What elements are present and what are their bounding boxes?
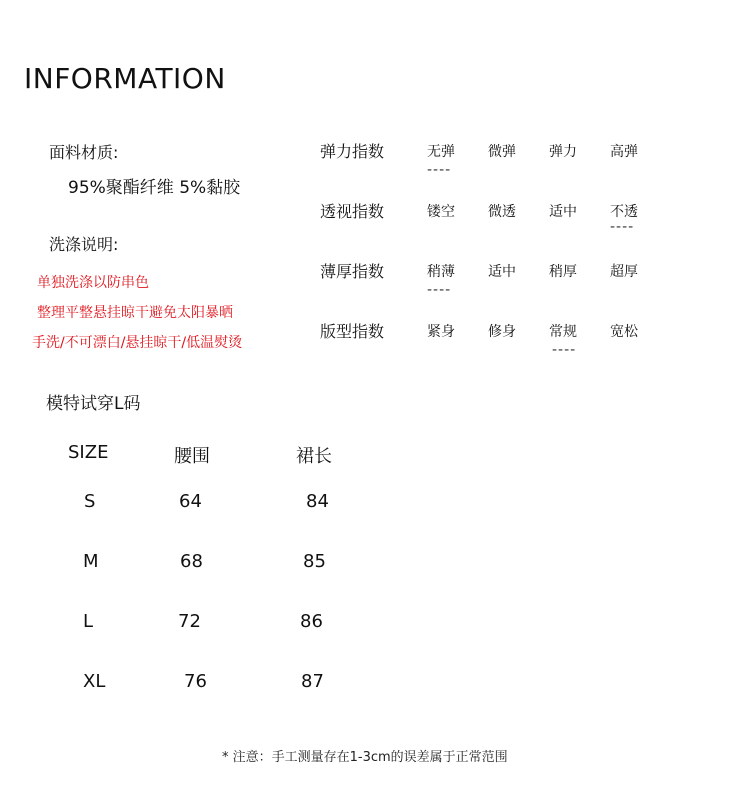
transparency-index-label: 透视指数 (320, 202, 385, 221)
waist-header: 腰围 (174, 446, 210, 467)
index-option: 不透 (610, 204, 638, 220)
index-option: 超厚 (610, 264, 638, 280)
index-option: 微透 (488, 204, 516, 220)
selection-marker: ---- (552, 342, 577, 358)
size-cell: S (84, 491, 96, 512)
length-cell: 85 (303, 551, 326, 572)
length-cell: 87 (301, 671, 324, 692)
size-header: SIZE (68, 442, 109, 463)
length-header: 裙长 (296, 446, 332, 467)
index-option: 无弹 (427, 144, 455, 160)
material-value: 95%聚酯纤维 5%黏胶 (68, 178, 241, 198)
index-option: 高弹 (610, 144, 638, 160)
waist-cell: 72 (178, 611, 201, 632)
length-cell: 84 (306, 491, 329, 512)
waist-cell: 68 (180, 551, 203, 572)
model-size-note: 模特试穿L码 (46, 394, 141, 414)
waist-cell: 76 (184, 671, 207, 692)
washing-line: 手洗/不可漂白/悬挂晾干/低温熨烫 (32, 335, 243, 351)
index-option: 适中 (549, 204, 577, 220)
index-option: 稍厚 (549, 264, 577, 280)
index-option: 宽松 (610, 324, 638, 340)
washing-label: 洗涤说明: (49, 235, 119, 254)
elasticity-index-label: 弹力指数 (320, 142, 385, 161)
selection-marker: ---- (427, 282, 452, 298)
index-option: 常规 (549, 324, 577, 340)
size-cell: M (83, 551, 99, 572)
length-cell: 86 (300, 611, 323, 632)
selection-marker: ---- (610, 219, 635, 235)
index-option: 弹力 (549, 144, 577, 160)
selection-marker: ---- (427, 162, 452, 178)
waist-cell: 64 (179, 491, 202, 512)
thickness-index-label: 薄厚指数 (320, 262, 385, 281)
index-option: 稍薄 (427, 264, 455, 280)
measurement-footnote: * 注意：手工测量存在1-3cm的误差属于正常范围 (222, 750, 508, 765)
size-cell: L (83, 611, 94, 632)
index-option: 修身 (488, 324, 516, 340)
fit-index-label: 版型指数 (320, 322, 385, 341)
page-title: INFORMATION (24, 62, 226, 95)
material-label: 面料材质: (49, 143, 119, 162)
index-option: 镂空 (427, 204, 455, 220)
size-cell: XL (83, 671, 106, 692)
index-option: 微弹 (488, 144, 516, 160)
washing-line: 整理平整悬挂晾干避免太阳暴晒 (37, 305, 233, 321)
index-option: 紧身 (427, 324, 455, 340)
index-option: 适中 (488, 264, 516, 280)
washing-line: 单独洗涤以防串色 (37, 275, 149, 291)
